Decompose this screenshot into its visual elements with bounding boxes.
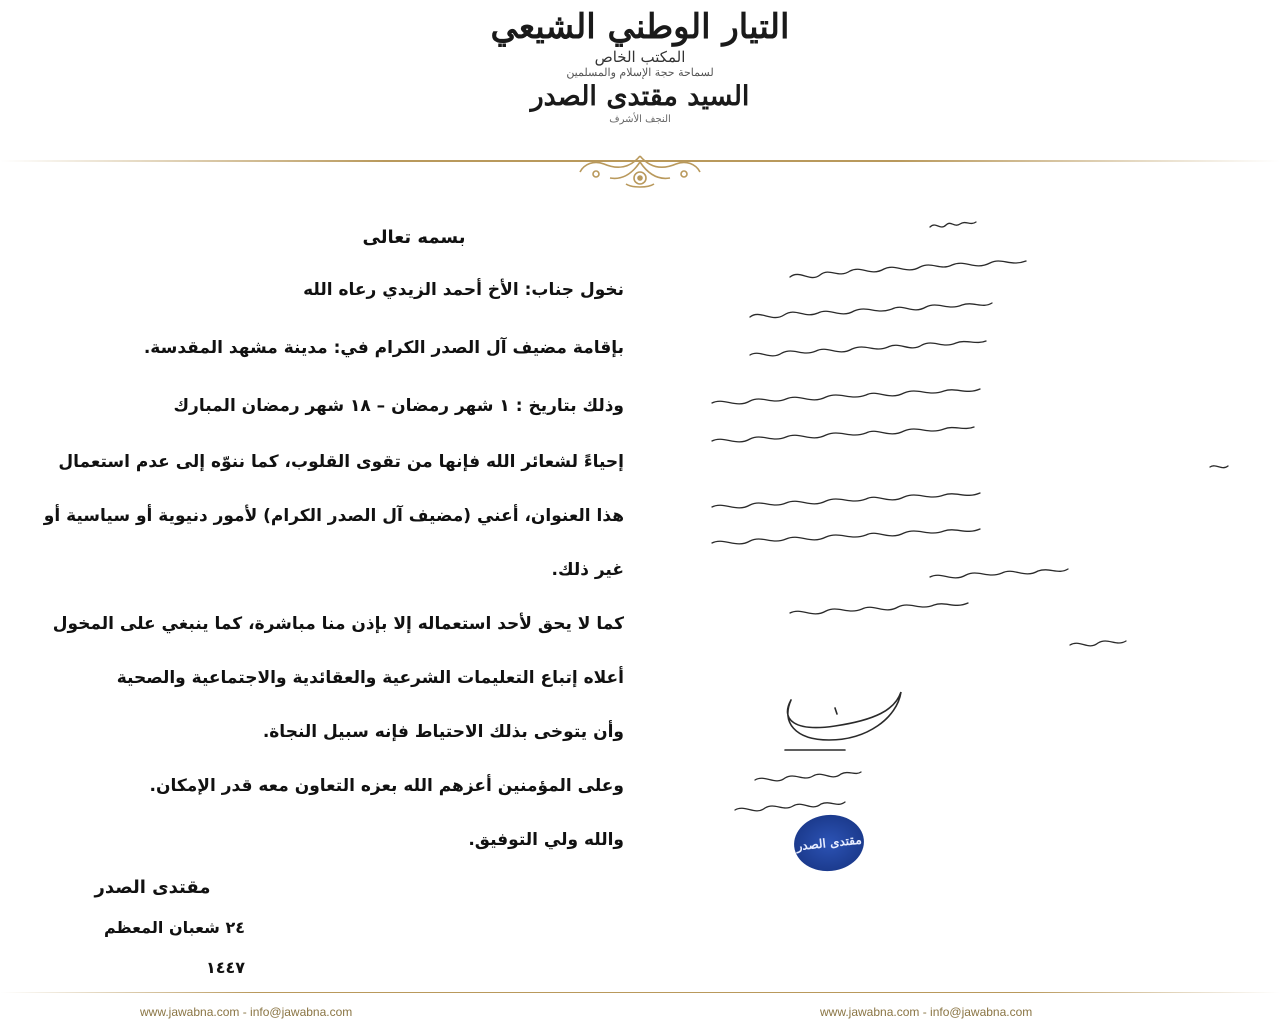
footer-contact-right: www.jawabna.com - info@jawabna.com bbox=[820, 1005, 1033, 1019]
sayyid-name: السيد مقتدى الصدر bbox=[530, 81, 750, 112]
honorific: لسماحة حجة الإسلام والمسلمين bbox=[566, 66, 714, 79]
typed-letter bbox=[40, 215, 624, 867]
basmala: بسمه تعالى bbox=[362, 227, 466, 248]
letterhead-logo bbox=[480, 6, 800, 156]
letter-line: وأن يتوخى بذلك الاحتياط فإنه سبيل النجاة. bbox=[262, 722, 624, 742]
city-name: النجف الأشرف bbox=[609, 114, 671, 125]
letter-line: وذلك بتاريخ : ١ شهر رمضان – ١٨ شهر رمضان المبارك bbox=[173, 396, 624, 416]
letter-line: بإقامة مضيف آل الصدر الكرام في: مدينة مشهد المقدسة. bbox=[143, 338, 624, 358]
signature-name: مقتدى الصدر bbox=[94, 877, 211, 898]
footer-contact-left: www.jawabna.com - info@jawabna.com bbox=[140, 1005, 353, 1019]
letter-line: أعلاه إتباع التعليمات الشرعية والعقائدية والاجتماعية والصحية bbox=[116, 668, 624, 688]
ornament-icon bbox=[560, 150, 720, 192]
letter-line: هذا العنوان، أعني (مضيف آل الصدر الكرام) لأمور دنيوية أو سياسية أو bbox=[43, 506, 624, 526]
office-name: المكتب الخاص bbox=[594, 48, 686, 66]
letter-line: والله ولي التوفيق. bbox=[468, 830, 624, 850]
letter-line: وعلى المؤمنين أعزهم الله بعزه التعاون معه قدر الإمكان. bbox=[149, 776, 624, 796]
letter-line: كما لا يحق لأحد استعماله إلا بإذن منا مباشرة، كما ينبغي على المخول bbox=[52, 614, 624, 634]
letter-line: غير ذلك. bbox=[551, 560, 624, 580]
footer-divider bbox=[0, 992, 1280, 993]
signature-date: ٢٤ شعبان المعظم ١٤٤٧ bbox=[103, 918, 245, 977]
handwriting-scribble-icon bbox=[690, 205, 1250, 665]
org-title: التيار الوطني الشيعي bbox=[490, 7, 790, 47]
letterhead bbox=[0, 0, 1280, 190]
official-seal: مقتدى الصدر bbox=[791, 811, 866, 874]
letter-line: إحياءً لشعائر الله فإنها من تقوى القلوب، كما ننوّه إلى عدم استعمال bbox=[58, 452, 624, 472]
letter-line: نخول جناب: الأخ أحمد الزيدي رعاه الله bbox=[303, 280, 624, 300]
handwritten-letter bbox=[690, 205, 1250, 665]
typed-signature bbox=[60, 868, 245, 977]
